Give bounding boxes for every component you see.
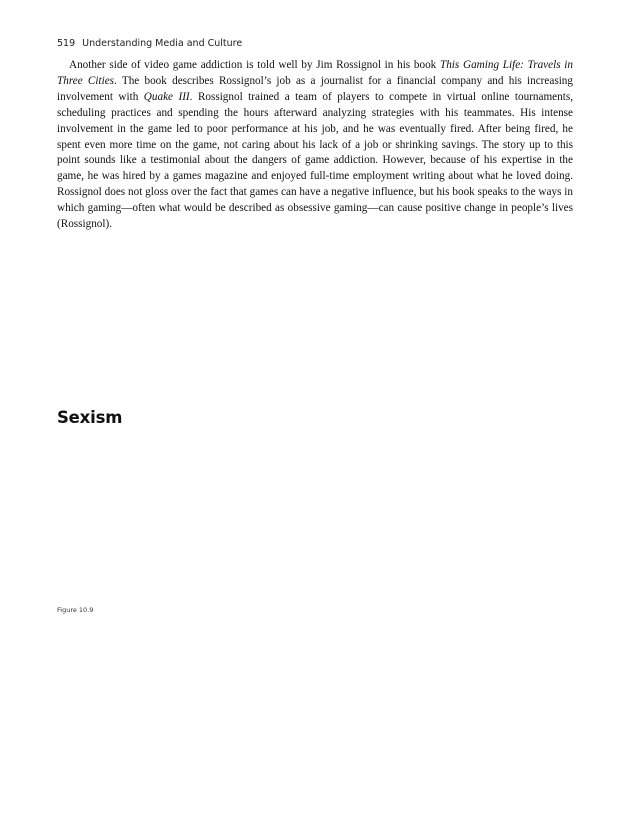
game-title-italic: Quake III	[143, 90, 190, 103]
book-title: Understanding Media and Culture	[82, 38, 243, 49]
book-title-italic: This Gaming Life: Travels in Three Cities	[57, 59, 573, 87]
body-paragraph	[57, 58, 573, 233]
figure-caption: Figure 10.9	[57, 606, 94, 614]
section-heading: Sexism	[57, 408, 123, 427]
paragraph-text-1: Another side of video game addiction is told well by Jim Rossignol in his book	[69, 59, 440, 71]
running-header	[57, 38, 242, 49]
paragraph-text-2: . The book describes Rossignol’s job as a journalist for a financial company and his increasing involvement with	[57, 74, 573, 103]
page-number: 519	[57, 38, 76, 49]
paragraph-text-3: . Rossignol trained a team of players to compete in virtual online tournaments, scheduling practices and spending the hours afterward analyzing strategies with his teammates. His intense involvement in the game led to poor performance at his job, and he was eventually fired. After being fired, he spent even more time on the game, not caring about his lack of a job or shrinking savings. The story up to this point sounds like a testimonial about the dangers of game addiction. However, because of his expertise in the game, he was hired by a games magazine and enjoyed full-time employment writing about what he loved doing. Rossignol does not gloss over the fact that games can have a negative influence, but his book speaks to the ways in which gaming—often what would be described as obsessive gaming—can cause positive change in people’s lives (Rossignol).	[57, 90, 573, 231]
